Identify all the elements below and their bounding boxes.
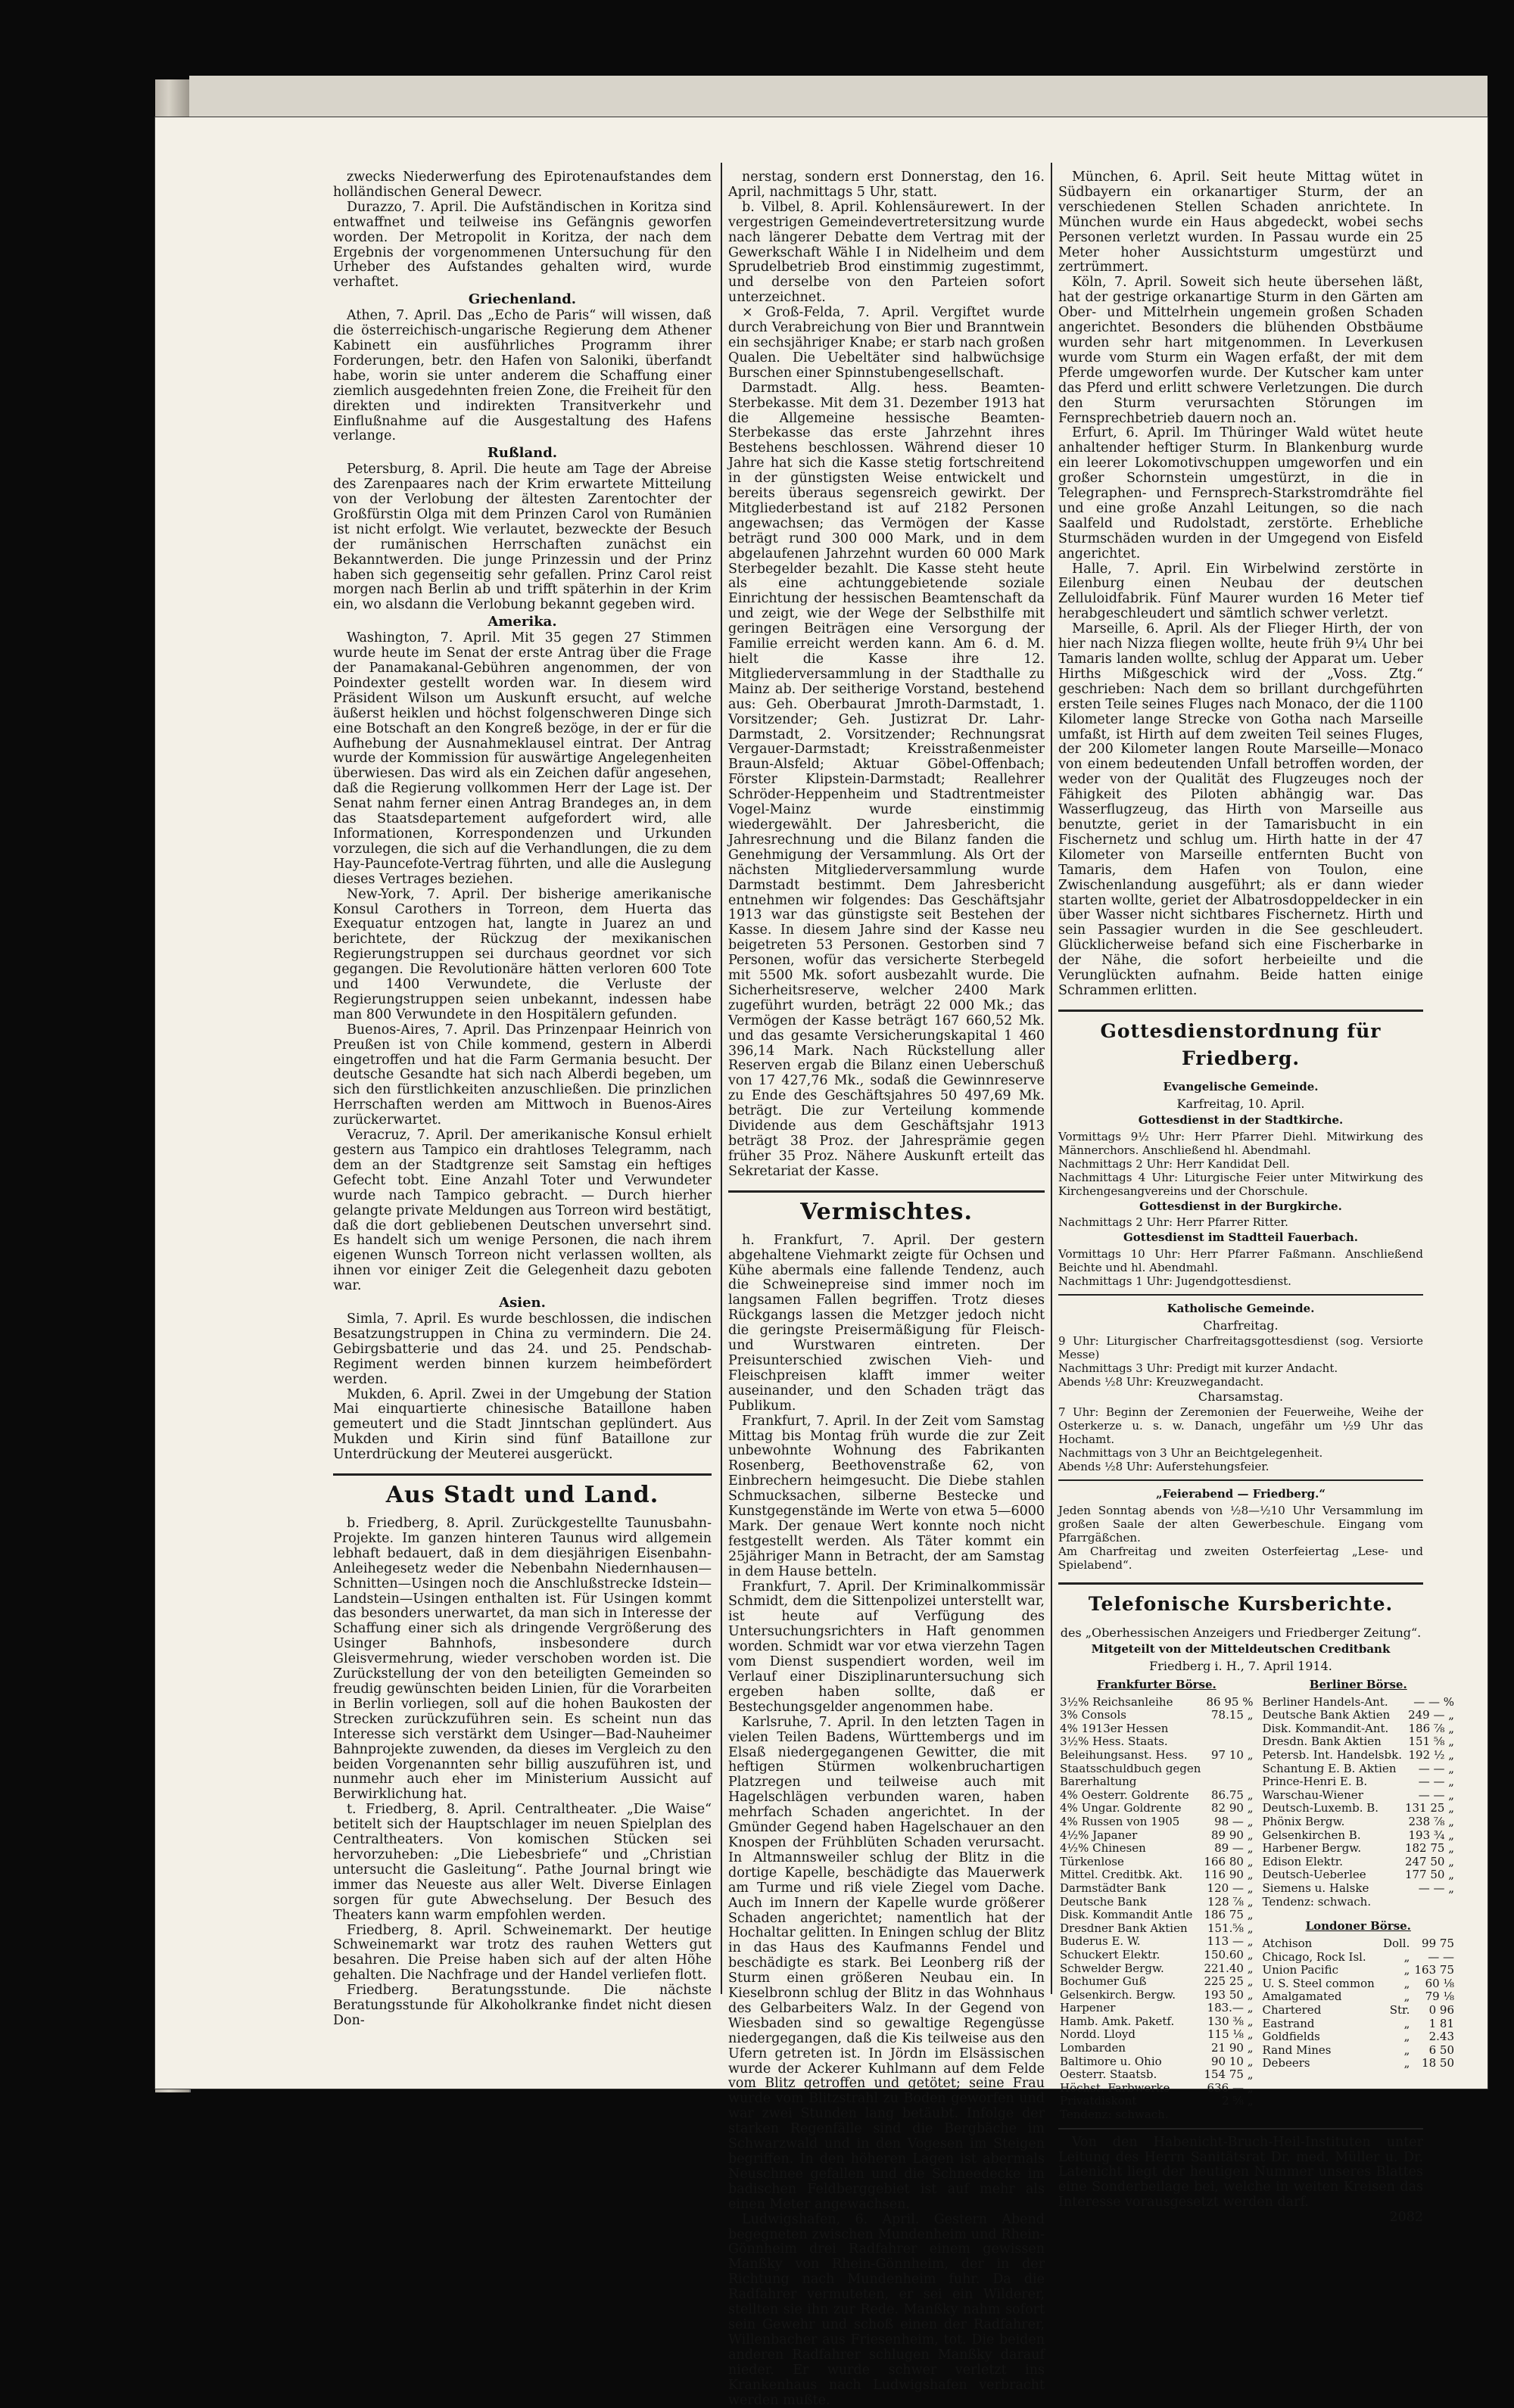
service-entry: Nachmittags 2 Uhr: Herr Pfarrer Ritter. [1058, 1215, 1288, 1230]
rate-value: 115 ⅛ „ [1207, 2027, 1254, 2042]
rate-row [1260, 2044, 1456, 2058]
rate-row [1260, 1789, 1456, 1803]
rate-row [1058, 1962, 1254, 1976]
divider [1058, 1294, 1423, 1296]
rate-row [1260, 1749, 1456, 1762]
security-name: Türkenlose [1060, 1854, 1124, 1868]
rate-value: 18 50 [1422, 2056, 1454, 2070]
rate-row [1058, 2095, 1254, 2108]
column-2 [728, 170, 1045, 2408]
rate-value: Str. [1389, 2003, 1410, 2017]
frankfurt-exchange [1058, 1675, 1254, 2122]
rate-value: 2 ⅝ „ [1222, 2094, 1254, 2108]
berlin-exchange [1260, 1675, 1456, 2122]
rate-row [1058, 1949, 1254, 1962]
page-top-edge [189, 76, 1488, 117]
security-name: 3½% Hess. Staats. [1060, 1734, 1168, 1749]
section-heading: Gottesdienst in der Stadtkirche. [1138, 1112, 1344, 1127]
rate-value: 0 96 [1428, 2003, 1454, 2017]
section-heading: Evangelische Gemeinde. [1163, 1079, 1319, 1094]
rate-value: 192 ½ „ [1408, 1748, 1454, 1762]
rate-value: 130 ⅜ „ [1207, 2014, 1254, 2028]
security-name: 4% Ungar. Goldrente [1060, 1801, 1182, 1815]
section-heading: Amerika. [488, 614, 557, 630]
security-name: Deutsche Bank Aktien [1262, 1708, 1391, 1722]
security-name: Dresdner Bank Aktien [1060, 1921, 1188, 1935]
section-heading: Katholische Gemeinde. [1167, 1302, 1315, 1316]
security-name: Barerhaltung [1060, 1775, 1137, 1789]
article: Washington, 7. April. Mit 35 gegen 27 Stimmen wurde heute im Senat der erste Antrag über die Frage der Panamakanal-Gebühren angenommen, der von Poindexter gestellt worden war. In diesem wird Präsident Wilson um Auskunft ersucht, auf welche äußerst heiklen und höchst folgenschweren Dinge sich eine Botschaft an den Kongreß bezöge, in der er für die Aufhebung der Ausnahmeklausel eintrat. Der Antrag wurde der Kommission für auswärtige Angelegenheiten überwiesen. Das wird als ein Zeichen dafür angesehen, daß die Regierung vollkommen Herr der Lage ist. Der Senat nahm ferner einen Antrag Brandeges an, in dem das Staatsdepartement aufgefordert wird, alle Informationen, Korrespondenzen und Urkunden vorzulegen, die sich auf die Verhandlungen, die zu dem Hay-Pauncefote-Vertrag führten, und alle die Auslegung dieses Vertrages beziehen. [333, 630, 712, 887]
rate-row [1058, 1709, 1254, 1722]
security-name: Privatdiskont [1060, 2094, 1137, 2108]
article: h. Frankfurt, 7. April. Der gestern abgehaltene Viehmarkt zeigte für Ochsen und Kühe abermals eine fallende Tendenz, auch die Schweinepreise sind immer noch im langsamen Fallen begriffen. Trotz dieses Rückgangs lassen die Metzger jedoch nicht die geringste Preisermäßigung für Fleisch- und Wurstwaren eintreten. Der Preisunterschied zwischen Vieh- und Fleischpreisen klafft immer weiter auseinander, und den Schaden trägt das Publikum. [728, 1232, 1045, 1414]
service-entry: Abends ½8 Uhr: Kreuzwegandacht. [1058, 1375, 1264, 1389]
rate-row [1058, 1975, 1254, 1989]
rate-row [1260, 1709, 1456, 1722]
rate-value: Doll. [1382, 1937, 1410, 1951]
rate-value: 60 ⅛ [1425, 1976, 1454, 1990]
subheading: Charfreitag. [1203, 1318, 1279, 1333]
rate-row [1260, 1696, 1456, 1710]
rate-value: 86.75 „ [1211, 1787, 1254, 1802]
berlin-rates-table [1260, 1696, 1456, 1909]
security-name: Edison Elektr. [1262, 1854, 1344, 1868]
rate-row [1058, 1922, 1254, 1936]
security-name: Chicago, Rock Isl. [1262, 1949, 1366, 1964]
security-name: Deutsch-Ueberlee [1262, 1868, 1366, 1882]
rate-row [1058, 2068, 1254, 2082]
column-1 [333, 170, 712, 2028]
rate-row [1260, 1937, 1456, 1951]
rate-row [1260, 1964, 1456, 1977]
security-name: Gelsenkirchen B. [1262, 1828, 1361, 1842]
rate-row [1260, 1977, 1456, 1991]
security-name: 3% Consols [1060, 1708, 1126, 1722]
security-name: Deutsche Bank [1060, 1894, 1147, 1909]
service-entry: Vormittags 10 Uhr: Herr Pfarrer Faßmann. Anschließend Beichte und hl. Abendmahl. [1058, 1247, 1423, 1275]
rate-value: 1 81 [1428, 2016, 1454, 2030]
rate-value: 97 10 „ [1211, 1748, 1254, 1762]
rate-row [1260, 1815, 1456, 1829]
rate-value: „ [1403, 2056, 1410, 2070]
security-name: Oesterr. Staatsb. [1060, 2067, 1157, 2082]
rate-row [1058, 1789, 1254, 1803]
article: Marseille, 6. April. Als der Flieger Hirth, der von hier nach Nizza fliegen wollte, heute früh 9¼ Uhr bei Tamaris landen wollte, schlug der Apparat um. Ueber Hirths Mißgeschick wird der „Voss. Ztg.“ geschrieben: Nach dem so brillant durchgeführten ersten Teile seines Fluges nach Monaco, der die 1100 Kilometer lange Strecke von Gotha nach Marseille umfaßt, ist Hirth auf dem zweiten Teil seines Fluges, der 200 Kilometer langen Route Marseille—Monaco von einem bedeutenden Unfall betroffen worden, der weder von der Qualität des Flugzeuges noch der Fähigkeit des Piloten abhängig war. Das Wasserflugzeug, das Hirth von Marseille aus benutzte, geriet in der Tamarisbucht in ein Fischernetz und schlug um. Hirth hatte in der 47 Kilometer von Marseille entfernten Bucht von Tamaris, dem Hafen von Toulon, eine Zwischenlandung ausgeführt; als er dann wieder starten wollte, geriet der Albatrosdoppeldecker in ein über Wasser nicht sichtbares Fischernetz. Hirth und sein Passagier wurden in die See geschleudert. Glücklicherweise befand sich eine Fischerbarke in der Nähe, die sofort herbeieilte und die Verunglückten aufnahm. Beide hatten einige Schrammen erlitten. [1058, 621, 1423, 998]
rate-value: 113 — „ [1207, 1934, 1254, 1949]
rate-value: 89 90 „ [1211, 1828, 1254, 1842]
rate-value: 82 90 „ [1211, 1801, 1254, 1815]
rate-value: 131 25 „ [1404, 1801, 1454, 1815]
rate-row [1058, 2082, 1254, 2095]
service-entry: Nachmittags 1 Uhr: Jugendgottesdienst. [1058, 1274, 1291, 1289]
notice: Jeden Sonntag abends von ½8—½10 Uhr Versammlung im großen Saale der alten Gewerbeschule. Eingang vom Pfarrgäßchen. [1058, 1504, 1423, 1545]
rate-value: 166 80 „ [1204, 1854, 1254, 1868]
article: nerstag, sondern erst Donnerstag, den 16. April, nachmittags 5 Uhr, statt. [728, 170, 1045, 200]
rate-value: 89 — „ [1214, 1841, 1254, 1856]
security-name: Tendenz: schwach. [1262, 1894, 1372, 1909]
rate-row [1058, 2028, 1254, 2042]
rate-value: 636 — „ [1207, 2080, 1254, 2095]
security-name: Union Pacific [1262, 1963, 1339, 1977]
security-name: Debeers [1262, 2056, 1310, 2070]
rate-value: 116 90 „ [1204, 1868, 1254, 1882]
security-name: Mittel. Creditbk. Akt. [1060, 1868, 1183, 1882]
rate-row [1058, 1762, 1254, 1776]
rate-value: 183.— „ [1207, 2001, 1254, 2015]
article: t. Friedberg, 8. April. Centraltheater. „Die Waise“ betitelt sich der Hauptschlager im neuen Spielplan des Centraltheaters. Von komischen Stücken sei hervorzuheben: „Die Liebesbriefe“ und „Christian untersucht die Gasleitung“. Pathe Journal bringt wie immer das Neueste aus aller Welt. Diverse Einlagen sorgen für gute Abwechselung. Der Besuch des Theaters kann warm empfohlen werden. [333, 1802, 712, 1923]
article: Veracruz, 7. April. Der amerikanische Konsul erhielt gestern aus Tampico ein drahtloses Telegramm, nach dem an der Stadtgrenze seit Samstag ein heftiges Gefecht tobt. Eine Anzahl Toter und Verwundeter wurde nach Tampico gebracht. — Durch hierher gelangte private Meldungen aus Torreon wird bestätigt, daß die dort gebliebenen Deutschen unversehrt sind. Es handelt sich um wenige Personen, die nach ihrem eigenen Wunsch Torreon nicht verlassen wollten, als ihnen vor einiger Zeit die Gelegenheit dazu geboten war. [333, 1128, 712, 1294]
rate-row [1260, 2057, 1456, 2070]
article: b. Vilbel, 8. April. Kohlensäurewert. In der vergestrigen Gemeindevertretersitzung wurde nach längerer Debatte dem Vertrag mit der Gewerkschaft Wähle I in Nidelheim und dem Sprudelbetrieb Brod einstimmig zugestimmt, und derselbe von den Parteien sofort unterzeichnet. [728, 199, 1045, 306]
security-name: Hamb. Amk. Paketf. [1060, 2014, 1175, 2028]
rate-row [1260, 1775, 1456, 1789]
column-rule-2 [1051, 163, 1052, 1994]
rate-row [1260, 1842, 1456, 1856]
rate-row [1058, 1868, 1254, 1882]
service-entry: Nachmittags 4 Uhr: Liturgische Feier unter Mitwirkung des Kirchengesangvereins und der Chorschule. [1058, 1170, 1423, 1198]
rate-value: 177 50 „ [1404, 1868, 1454, 1882]
rubric-heading: Aus Stadt und Land. [333, 1473, 712, 1509]
exchange-heading: Frankfurter Börse. [1096, 1677, 1216, 1691]
rate-row [1058, 1882, 1254, 1896]
security-name: Buderus E. W. [1060, 1934, 1141, 1949]
rate-row [1058, 1696, 1254, 1710]
rate-value: 78.15 „ [1211, 1708, 1254, 1722]
frankfurt-rates-table [1058, 1696, 1254, 2122]
rate-value: 86 95 % [1206, 1694, 1254, 1709]
rubric-heading: Gottesdienstordnung für Friedberg. [1058, 1010, 1423, 1072]
rate-value [1403, 1896, 1456, 1909]
london-rates-table [1260, 1937, 1456, 2070]
rate-value: 21 90 „ [1211, 2041, 1254, 2055]
rate-row [1058, 2055, 1254, 2069]
security-name: Chartered [1262, 2003, 1322, 2017]
security-name: Petersb. Int. Handelsbk. [1262, 1748, 1402, 1762]
security-name: Höchst. Farbwerke [1060, 2080, 1170, 2095]
rate-value: — — [1428, 1949, 1454, 1964]
security-name: Darmstädter Bank [1060, 1881, 1167, 1895]
rate-value: 193 50 „ [1204, 1987, 1254, 2002]
rate-value: 2.43 [1428, 2030, 1454, 2044]
rate-row [1260, 1882, 1456, 1896]
rate-row [1058, 2015, 1254, 2029]
exchange-heading: Londoner Börse. [1305, 1919, 1411, 1934]
column-rule-1 [721, 163, 722, 1994]
service-entry: Vormittags 9½ Uhr: Herr Pfarrer Diehl. Mitwirkung des Männerchors. Anschließend hl. Abendmahl. [1058, 1129, 1423, 1157]
subheading: des „Oberhessischen Anzeigers und Friedberger Zeitung“. [1060, 1626, 1422, 1640]
security-name: 4% 1913er Hessen [1060, 1721, 1169, 1735]
rate-row [1058, 1802, 1254, 1815]
security-name: Goldfields [1262, 2030, 1320, 2044]
rate-value [1202, 1722, 1254, 1736]
article: New-York, 7. April. Der bisherige amerikanische Konsul Carothers in Torreon, dem Huerta das Exequatur entzogen hat, langte in Juarez an und berichtete, der Rückzug der mexikanischen Regierungstruppen sei durchaus geordnet vor sich gegangen. Die Revolutionäre hätten verloren 600 Tote und 1400 Verwundete, die Verluste der Regierungstruppen seien unbekannt, indessen habe man 800 Verwundete in den Hospitälern gefunden. [333, 886, 712, 1022]
section-heading: Asien. [499, 1295, 546, 1311]
rate-row [1058, 1989, 1254, 2002]
service-entry: Nachmittags von 3 Uhr an Beichtgelegenheit. [1058, 1446, 1323, 1461]
rate-value: — — „ [1418, 1761, 1454, 1775]
rate-value: 221.40 „ [1204, 1961, 1254, 1975]
rate-row [1058, 1815, 1254, 1829]
rate-value: 150.60 „ [1204, 1947, 1254, 1962]
rate-value: 154 75 „ [1204, 2067, 1254, 2082]
security-name: Berliner Handels-Ant. [1262, 1694, 1388, 1709]
rate-value [1202, 2108, 1254, 2122]
rate-row [1058, 1829, 1254, 1843]
rate-value: 90 10 „ [1211, 2054, 1254, 2068]
article: Halle, 7. April. Ein Wirbelwind zerstörte in Eilenburg einen Neubau der deutschen Zelluloidfabrik. Fünf Maurer wurden 16 Meter tief herabgeschleudert und sämtlich schwer verletzt. [1058, 561, 1423, 622]
rate-value: 193 ¾ „ [1408, 1828, 1454, 1842]
security-name: Tendenz: schwach. [1060, 2108, 1169, 2122]
article: Köln, 7. April. Soweit sich heute übersehen läßt, hat der gestrige orkanartige Sturm in den Gärten am Ober- und Mittelrhein ungemein großen Schaden angerichtet. Besonders die blühenden Obstbäume wurden sehr hart mitgenommen. In Leverkusen wurde vom Sturm ein Wagen erfaßt, der mit dem Pferde umgeworfen wurde. Der Kutscher kam unter das Pferd und erlitt schwere Verletzungen. Die durch den Sturm verursachten Störungen im Fernsprechbetrieb dauern noch an. [1058, 275, 1423, 426]
security-name: Disk. Kommandit Antle [1060, 1908, 1193, 1922]
rate-value [1202, 1762, 1254, 1776]
column-3 [1058, 170, 1454, 2226]
rate-row [1058, 1749, 1254, 1762]
rate-value [1202, 1735, 1254, 1749]
section-heading: „Feierabend — Friedberg.“ [1155, 1487, 1326, 1501]
rate-value: 151.⅝ „ [1207, 1921, 1254, 1935]
subheading: Karfreitag, 10. April. [1176, 1096, 1305, 1111]
section-heading: Gottesdienst in der Burgkirche. [1139, 1199, 1342, 1213]
section-heading: Griechenland. [468, 291, 577, 308]
rate-value: — — „ [1418, 1787, 1454, 1802]
rate-value: 120 — „ [1207, 1881, 1254, 1895]
notice: Von den Habenicht-Bruch-Heil-Instituten unter Leitung des Herrn Sanitätsrat Dr. med. Müller u. Dr. Latenicht liegt der heutigen Nummer unseres Blattes eine Sonderbeilage bei, welche in weiten Kreisen das Interesse vorausgesetzt werden darf. [1058, 2134, 1423, 2210]
rubric-heading: Telefonische Kursberichte. [1058, 1582, 1423, 1618]
security-name: Bochumer Guß [1060, 1974, 1147, 1989]
rate-row [1058, 1722, 1254, 1736]
security-name: Schuckert Elektr. [1060, 1947, 1160, 1962]
rate-row [1260, 1722, 1456, 1736]
rubric-heading: Vermischtes. [728, 1190, 1045, 1226]
rate-value: 186 75 „ [1204, 1908, 1254, 1922]
security-name: Harpener [1060, 2001, 1116, 2015]
rate-value: 247 50 „ [1404, 1854, 1454, 1868]
security-name: Dresdn. Bank Aktien [1262, 1734, 1382, 1749]
rate-row [1058, 2108, 1254, 2122]
rate-row [1260, 1990, 1456, 2004]
article: Simla, 7. April. Es wurde beschlossen, die indischen Besatzungstruppen in China zu vermindern. Die 24. Gebirgsbatterie und das 24. und 25. Pendschab-Regiment werden binnen kurzem heimbefördert werden. [333, 1311, 712, 1387]
security-name: 4% Russen von 1905 [1060, 1814, 1180, 1828]
subheading: Friedberg i. H., 7. April 1914. [1149, 1658, 1332, 1673]
rate-row [1058, 1935, 1254, 1949]
exchange-rates [1058, 1675, 1454, 2122]
service-entry: 9 Uhr: Liturgischer Charfreitagsgottesdienst (sog. Versiorte Messe) [1058, 1334, 1423, 1362]
rate-value: 238 ⅞ „ [1408, 1814, 1454, 1828]
security-name: Amalgamated [1262, 1990, 1342, 2004]
security-name: Eastrand [1262, 2016, 1315, 2030]
security-name: U. S. Steel common [1262, 1976, 1375, 1990]
security-name: Baltimore u. Ohio [1060, 2054, 1162, 2068]
security-name: Lombarden [1060, 2041, 1126, 2055]
rate-value: 6 50 [1428, 2042, 1454, 2057]
article: Ludwigshafen, 6. April. Gestern Abend begegneten zwischen Mundenheim und Rhein-Gönnheim drei Radfahrer einem gewissen Manßky von Rhein-Gönnheim, der in der Richtung nach Mundenheim fuhr. Da die Radfahrer vermuteten, er sei ein Wilderer, stellten sie ihn zur Rede. Manßky nahm sofort sein Gewehr und schoß einen der Radfahrer, Willenbacher aus Friesenheim, tot. Die beiden anderen Radfahrer schlugen Manßky darauf nieder. Er wurde schwer verletzt ins Krankenhaus nach Ludwigshafen verbracht werden mußte. [728, 2211, 1045, 2408]
section-heading: Rußland. [487, 445, 558, 462]
rate-value: 151 ⅝ „ [1408, 1734, 1454, 1749]
rate-row [1058, 1856, 1254, 1869]
rate-value: 186 ⅞ „ [1408, 1721, 1454, 1735]
rate-value: 182 75 „ [1404, 1841, 1454, 1856]
rate-value: — — % [1413, 1694, 1454, 1709]
rate-value: „ [1403, 2042, 1410, 2057]
article: b. Friedberg, 8. April. Zurückgestellte Taunusbahn-Projekte. Im ganzen hinteren Taunus wird allgemein lebhaft bedauert, daß in dem diesjährigen Eisenbahn-Anleihegesetz weder die Nebenbahn Niedernhausen—Schnitten—Usingen noch die Anschlußstrecke Idstein—Landstein—Usingen enthalten ist. Für Usingen kommt das besonders unerwartet, da man sich in Interesse der Schaffung einer sich als dringende Vergrößerung des Usinger Bahnhofs, insbesondere durch Gleisvermehrung, wieder verschoben worden ist. Die Zurückstellung der von den beteiligten Gemeinden so freudig gewünschten beiden Linien, für die Vorarbeiten in Berlin vorliegen, soll auf die hohen Baukosten der Strecken zurückzuführen sein. Es scheint nun das Interesse sich verstärkt dem Usinger—Bad-Nauheimer Bahnprojekte zuwenden, da dieses im Vergleich zu den beiden Vorgenannten sehr billig auszuführen ist, und nunmehr auch eher im Ministerium Aussicht auf Berwirklichung hat. [333, 1516, 712, 1803]
rate-row [1058, 1909, 1254, 1922]
security-name: Nordd. Lloyd [1060, 2027, 1136, 2042]
notice: Am Charfreitag und zweiten Osterfeiertag „Lese- und Spielabend“. [1058, 1545, 1423, 1572]
rate-row [1058, 2002, 1254, 2015]
rate-value: — — „ [1418, 1881, 1454, 1895]
rate-row [1260, 1802, 1456, 1815]
rate-value: 128 ⅞ „ [1207, 1894, 1254, 1909]
article: × Groß-Felda, 7. April. Vergiftet wurde durch Verabreichung von Bier und Branntwein ein sechsjähriger Knabe; er starb nach großen Qualen. Die Uebeltäter sind halbwüchsige Burschen einer Spinnstubengesellschaft. [728, 305, 1045, 381]
rate-row [1058, 1896, 1254, 1909]
article: Erfurt, 6. April. Im Thüringer Wald wütet heute anhaltender heftiger Sturm. In Blankenburg wurde ein leerer Lokomotivschuppen umgeworfen und ein großer Schornstein umgestürzt, in die in Telegraphen- und Fernsprech-Starkstromdrähte fiel und eine große Anzahl Leitungen, so die nach Saalfeld und Rudolstadt, zerstörte. Erhebliche Sturmschäden wurden in der Umgegend von Eisfeld angerichtet. [1058, 425, 1423, 562]
security-name: Siemens u. Halske [1262, 1881, 1369, 1895]
rate-row [1260, 1856, 1456, 1869]
security-name: Beleihungsanst. Hess. [1060, 1748, 1188, 1762]
rate-value: „ [1403, 2016, 1410, 2030]
article: Petersburg, 8. April. Die heute am Tage der Abreise des Zarenpaares nach der Krim erwartete Mitteilung von der Verlobung der ältesten Zarentochter der Großfürstin Olga mit dem Prinzen Carol von Rumänien ist nicht erfolgt. Wie verlautet, bezweckte der Besuch der rumänischen Herrschaften zunächst ein Bekanntwerden. Die junge Prinzessin und der Prinz haben sich gegenseitig sehr gefallen. Prinz Carol reist morgen nach Berlin ab und trifft späterhin in der Krim ein, wo alsdann die Verlobung bekannt gegeben wird. [333, 462, 712, 613]
security-name: Rand Mines [1262, 2042, 1332, 2057]
security-name: 4½% Chinesen [1060, 1841, 1146, 1856]
security-name: Harbener Bergw. [1262, 1841, 1362, 1856]
article: Frankfurt, 7. April. In der Zeit vom Samstag Mittag bis Montag früh wurde die zur Zeit unbewohnte Wohnung des Fabrikanten Rosenberg, Beethovenstraße 62, von Einbrechern heimgesucht. Die Diebe stahlen Schmucksachen, silberne Bestecke und Kunstgegenstände im Werte von etwa 5—6000 Mark. Der genaue Wert konnte noch nicht festgestellt werden. Als Täter kommt ein 25jähriger Mann in Betracht, der am Samstag in dem Hause betteln. [728, 1413, 1045, 1579]
rate-row [1058, 1775, 1254, 1789]
article: Buenos-Aires, 7. April. Das Prinzenpaar Heinrich von Preußen ist von Chile kommend, gestern in Alberdi eingetroffen und hat die Farm Germania besucht. Der deutsche Gesandte hat sich nach Alberdi begeben, um sich den fürstlichkeiten anzuschließen. Die prinzlichen Herrschaften werden am Mittwoch in Buenos-Aires zurückerwartet. [333, 1022, 712, 1128]
rate-value: 98 — „ [1214, 1814, 1254, 1828]
article: zwecks Niederwerfung des Epirotenaufstandes dem holländischen General Dewecr. [333, 170, 712, 200]
article: Mukden, 6. April. Zwei in der Umgebung der Station Mai einquartierte chinesische Bataillone haben gemeutert und die Stadt Jinntschan geplündert. Aus Mukden und Kirin sind fünf Bataillone zur Unterdrückung der Meuterei ausgerückt. [333, 1386, 712, 1463]
article: Durazzo, 7. April. Die Aufständischen in Koritza sind entwaffnet und teilweise ins Gefängnis geworfen worden. Der Metropolit in Koritza, der nach dem Ergebnis der vorgenommenen Untersuchung für den Urheber des Aufstandes gehalten wird, wurde verhaftet. [333, 199, 712, 291]
divider [1058, 1479, 1423, 1481]
rate-row [1058, 2042, 1254, 2055]
rate-row [1260, 1868, 1456, 1882]
article: Frankfurt, 7. April. Der Kriminalkommissär Schmidt, dem die Sittenpolizei unterstellt war, ist heute auf Verfügung des Untersuchungsrichters in Haft genommen worden. Schmidt war vor etwa vierzehn Tagen vom Dienst suspendiert worden, weil im Verlauf einer Disziplinaruntersuchung sich ergeben haben sollte, daß er Bestechungsgelder angenommen habe. [728, 1579, 1045, 1715]
article: Darmstadt. Allg. hess. Beamten-Sterbekasse. Mit dem 31. Dezember 1913 hat die Allgemeine hessische Beamten-Sterbekasse das erste Jahrzehnt ihres Bestehens beschlossen. Während dieser 10 Jahre hat sich die Kasse stetig fortschreitend in der günstigsten Weise entwickelt und bereits überaus segensreich gewirkt. Der Mitgliederbestand ist auf 2182 Personen angewachsen; das Vermögen der Kasse beträgt rund 300 000 Mark, und in dem abgelaufenen Jahrzehnt wurden 60 000 Mark Sterbegelder bezahlt. Die Kasse steht heute als eine achtunggebietende soziale Einrichtung der hessischen Beamtenschaft da und zeigt, wie der Wege der Selbsthilfe mit geringen Beiträgen eine Versorgung der Familie erreicht werden kann. Am 6. d. M. hielt die Kasse ihre 12. Mitgliederversammlung in der Stadthalle zu Mainz ab. Der seitherige Vorstand, bestehend aus: Geh. Oberbaurat Jmroth-Darmstadt, 1. Vorsitzender; Geh. Justizrat Dr. Lahr-Darmstadt, 2. Vorsitzender; Rechnungsrat Vergauer-Darmstadt; Kreisstraßenmeister Braun-Alsfeld; Aktuar Göbel-Offenbach; Förster Klipstein-Darmstadt; Reallehrer Schröder-Heppenheim und Stadtrentmeister Vogel-Mainz wurde einstimmig wiedergewählt. Der Jahresbericht, die Jahresrechnung und die Bilanz fanden die Genehmigung der Versammlung. Als Ort der nächsten Mitgliederversammlung wurde Darmstadt bestimmt. Dem Jahresbericht entnehmen wir folgendes: Das Geschäftsjahr 1913 war das günstigste seit Bestehen der Kasse. In diesem Jahre sind der Kasse neu beigetreten 53 Personen. Gestorben sind 7 Personen, wofür das versicherte Sterbegeld mit 5500 Mk. sofort ausbezahlt wurde. Die Sicherheitsreserve, welcher 2400 Mark zugeführt wurden, beträgt 22 000 Mk.; das Vermögen der Kasse beträgt 167 660,52 Mk. und das gesamte Versicherungskapital 1 460 396,14 Mark. Nach Rückstellung aller Reserven ergab die Bilanz einen Ueberschuß von 17 427,76 Mk., sodaß die Gewinnreserve zu Ende des Geschäftsjahres 50 497,69 Mk. beträgt. Die zur Verteilung kommende Dividende aus dem Geschäftsjahr 1913 beträgt 38 Proz. der Jahresprämie gegen früher 35 Proz. Nähere Auskunft erteilt das Sekretariat der Kasse. [728, 380, 1045, 1179]
rate-row [1260, 1762, 1456, 1776]
security-name: Disk. Kommandit-Ant. [1262, 1721, 1389, 1735]
section-heading: Gottesdienst im Stadtteil Fauerbach. [1123, 1230, 1359, 1245]
security-name: Staatsschuldbuch gegen [1060, 1761, 1201, 1775]
service-entry: 7 Uhr: Beginn der Zeremonien der Feuerweihe, Weihe der Osterkerze u. s. w. Danach, ungefähr um ½9 Uhr das Hochamt. [1058, 1405, 1423, 1447]
exchange-heading: Berliner Börse. [1309, 1677, 1407, 1691]
rate-row [1260, 2004, 1456, 2018]
service-entry: Nachmittags 2 Uhr: Herr Kandidat Dell. [1058, 1156, 1290, 1171]
rate-value: „ [1403, 1976, 1410, 1990]
rate-row [1260, 1829, 1456, 1843]
security-name: 3½% Reichsanleihe [1060, 1694, 1173, 1709]
security-name: Prince-Henri E. B. [1262, 1775, 1368, 1789]
rate-value [1202, 1775, 1254, 1789]
rate-value: „ [1403, 1990, 1410, 2004]
rate-value: „ [1403, 2030, 1410, 2044]
security-name: Deutsch-Luxemb. B. [1262, 1801, 1379, 1815]
service-entry: Nachmittags 3 Uhr: Predigt mit kurzer Andacht. [1058, 1361, 1338, 1376]
rate-value: „ [1403, 1963, 1410, 1977]
rate-value: 79 ⅛ [1425, 1990, 1454, 2004]
rate-row [1058, 1842, 1254, 1856]
rate-row [1260, 2030, 1456, 2044]
subheading: Charsamstag. [1198, 1389, 1284, 1405]
security-name: Warschau-Wiener [1262, 1787, 1363, 1802]
rate-row [1260, 1951, 1456, 1965]
security-name: 4½% Japaner [1060, 1828, 1138, 1842]
rate-value: 99 75 [1422, 1937, 1454, 1951]
service-entry: Abends ½8 Uhr: Auferstehungsfeier. [1058, 1460, 1269, 1474]
security-name: Atchison [1262, 1937, 1313, 1951]
article: München, 6. April. Seit heute Mittag wütet in Südbayern ein orkanartiger Sturm, der an verschiedenen Stellen Schaden anrichtete. In München wurde ein Haus abgedeckt, wobei sechs Personen verletzt wurden. In Passau wurde ein 25 Meter hoher Aussichtsturm umgestürzt und zertrümmert. [1058, 170, 1423, 275]
page-number: 2082 [1389, 2210, 1423, 2226]
rate-value: — — „ [1418, 1775, 1454, 1789]
rate-value: 249 — „ [1408, 1708, 1454, 1722]
article: Friedberg, 8. April. Schweinemarkt. Der heutige Schweinemarkt war trotz des rauhen Wetters gut besahren. Die Preise haben sich auf der alten Höhe gehalten. Die Nachfrage und der Handel verliefen flott. [333, 1922, 712, 1983]
rate-value: 225 25 „ [1204, 1974, 1254, 1989]
rate-value: 163 75 [1414, 1963, 1454, 1977]
article: Friedberg. Beratungsstunde. Die nächste Beratungsstunde für Alkoholkranke findet nicht diesen Don- [333, 1983, 712, 2028]
article: Athen, 7. April. Das „Echo de Paris“ will wissen, daß die österreichisch-ungarische Regierung dem Athener Kabinett ein ausführliches Programm ihrer Forderungen, betr. den Hafen von Saloniki, überfandt habe, worin sie unter anderem die Schaffung einer ziemlich ausgedehnten freien Zone, die Freiheit für den direkten und indirekten Transitverkehr und Einflußnahme auf die Ausgestaltung des Hafens verlange. [333, 308, 712, 444]
security-name: Phönix Bergw. [1262, 1814, 1345, 1828]
rate-value: „ [1403, 1949, 1410, 1964]
rate-row [1260, 1735, 1456, 1749]
security-name: Gelsenkirch. Bergw. [1060, 1987, 1176, 2002]
rate-row [1260, 1896, 1456, 1909]
rate-row [1260, 2018, 1456, 2031]
article: Karlsruhe, 7. April. In den letzten Tagen in vielen Teilen Badens, Württembergs und im Elsaß niedergegangenen Gewitter, die mit heftigen Stürmen wolkenbruchartigen Platzregen und teilweise auch mit Hagelschlägen verbunden waren, haben mehrfach Schaden angerichtet. In der Gmünder Gegend haben Hagelschauer an den Knospen der Frühblüten Schaden verursacht. In Altmannsweiler schlug der Blitz in die dortige Kapelle, beschädigte das Mauerwerk am Turme und riß viele Ziegel vom Dache. Auch im Innern der Kapelle wurde größerer Schaden angerichtet; namentlich hat der Hochaltar gelitten. In Eningen schlug der Blitz in das Haus des Kaufmanns Fendel und beschädigte es stark. Bei Leonberg riß der Sturm einen größeren Neubau ein. In Kieselbronn schlug der Blitz in das Wohnhaus des Gelbarbeiters Walz. In der Gegend von Wiesbaden sind so gewaltige Regengüsse niedergegangen, daß die Kis teilweise aus den Ufern getreten ist. In Jördn im Elsässischen wurde der Ackerer Kuhlmann auf dem Felde vom Blitz getroffen und getötet; seine Frau wurde vom Blitzstrahl zu Boden geworfen und war zwei Stunden lang betäubt. Infolge der starken Regenfälle sind die Bergbäche im Schwarzwald und in den Vogesen im Steigen begriffen. In den höheren Lagen ist abermals Neuschnee gefallen und die Schneedecke im badischen Feldberggebiet ist auf mehr als einen Meter angewachsen. [728, 1714, 1045, 2212]
subheading: Mitgeteilt von der Mitteldeutschen Creditbank [1091, 1641, 1391, 1656]
rate-row [1058, 1735, 1254, 1749]
security-name: Schwelder Bergw. [1060, 1961, 1164, 1975]
security-name: 4% Oesterr. Goldrente [1060, 1787, 1189, 1802]
divider [1058, 2128, 1423, 2130]
security-name: Schantung E. B. Aktien [1262, 1761, 1397, 1775]
